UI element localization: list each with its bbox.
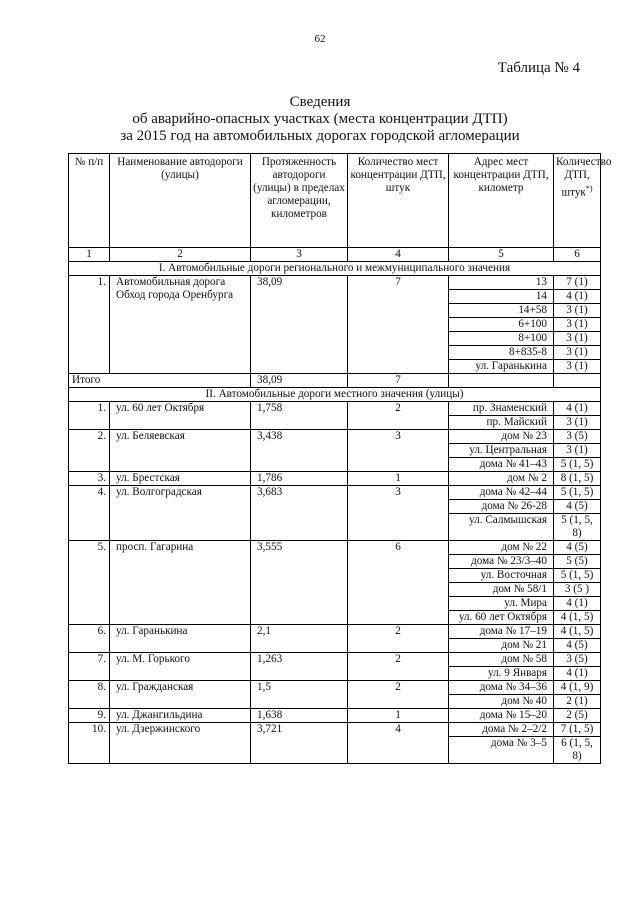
dtp-count: 4 (1): [554, 290, 601, 304]
dtp-count: 4 (1): [554, 667, 601, 681]
site-address: ул. Восточная: [449, 569, 554, 583]
road-length: 1,758: [251, 402, 348, 430]
road-number: 4.: [69, 486, 110, 541]
column-footnote-mark: *): [585, 184, 593, 193]
accident-sites-table: [68, 153, 612, 764]
site-address: 6+100: [449, 318, 554, 332]
site-address: дом № 21: [449, 639, 554, 653]
section-row: [69, 262, 601, 276]
dtp-count: 2 (1): [554, 695, 601, 709]
site-address: дома № 34–36: [449, 681, 554, 695]
site-address: 8+100: [449, 332, 554, 346]
road-name: ул. Дзержинского: [110, 723, 251, 764]
dtp-count: 3 (1): [554, 304, 601, 318]
column-header-length: Протяженность автодороги (улицы) в пределах агломерации, километров: [251, 154, 348, 248]
table-row: [69, 681, 601, 695]
dtp-count: 5 (1, 5): [554, 486, 601, 500]
site-address: ул. Гаранькина: [449, 360, 554, 374]
road-name: ул. Брестская: [110, 472, 251, 486]
road-number: 6.: [69, 625, 110, 653]
column-number: 3: [251, 248, 348, 262]
site-address: дом № 40: [449, 695, 554, 709]
road-name: просп. Гагарина: [110, 541, 251, 625]
total-length: 38,09: [251, 374, 348, 388]
site-address: 14+58: [449, 304, 554, 318]
site-address: дом № 22: [449, 541, 554, 555]
dtp-count: 3 (5 ): [554, 583, 601, 597]
road-name: ул. Гаранькина: [110, 625, 251, 653]
dtp-count: 4 (5): [554, 639, 601, 653]
table-row: [69, 653, 601, 667]
site-count: 2: [348, 625, 449, 653]
dtp-count: 7 (1): [554, 276, 601, 290]
dtp-count: 4 (5): [554, 500, 601, 514]
road-length: 3,438: [251, 430, 348, 472]
table-row: [69, 723, 601, 737]
column-header-dtp-count-label: Количество ДТП, штук: [556, 156, 612, 199]
site-address: 13: [449, 276, 554, 290]
site-address: ул. 9 Января: [449, 667, 554, 681]
road-length: 1,263: [251, 653, 348, 681]
heading-line-2: об аварийно-опасных участках (места концентрации ДТП): [132, 111, 508, 127]
dtp-count: 3 (1): [554, 332, 601, 346]
site-count: 2: [348, 681, 449, 709]
column-header-road-name: Наименование автодороги (улицы): [110, 154, 251, 248]
site-address: дома № 41–43: [449, 458, 554, 472]
road-length: 1,638: [251, 709, 348, 723]
site-address: дома № 26-28: [449, 500, 554, 514]
section-title: II. Автомобильные дороги местного значения (улицы): [69, 388, 601, 402]
site-address: дом № 2: [449, 472, 554, 486]
site-address: пр. Знаменский: [449, 402, 554, 416]
road-number: 5.: [69, 541, 110, 625]
road-length: 3,683: [251, 486, 348, 541]
site-address: дом № 58: [449, 653, 554, 667]
site-address: 8+835-8: [449, 346, 554, 360]
total-label: Итого: [69, 374, 251, 388]
road-name: ул. М. Горького: [110, 653, 251, 681]
dtp-count: 4 (5): [554, 541, 601, 555]
dtp-count: 6 (1, 5, 8): [554, 737, 601, 764]
dtp-count: 4 (1, 9): [554, 681, 601, 695]
total-row: [69, 374, 601, 388]
dtp-count: 4 (1): [554, 597, 601, 611]
site-address: ул. Центральная: [449, 444, 554, 458]
heading-line-1: Сведения: [289, 94, 351, 110]
site-count: 7: [348, 276, 449, 374]
site-count: 6: [348, 541, 449, 625]
site-address: дома № 17–19: [449, 625, 554, 639]
total-empty-cell: [449, 374, 554, 388]
road-number: 3.: [69, 472, 110, 486]
page-number: 62: [314, 33, 326, 45]
dtp-count: 4 (1, 5): [554, 625, 601, 639]
site-address: ул. Мира: [449, 597, 554, 611]
column-header-number: № п/п: [69, 154, 110, 248]
road-number: 1.: [69, 276, 110, 374]
road-name: ул. Беляевская: [110, 430, 251, 472]
site-address: дома № 42–44: [449, 486, 554, 500]
road-number: 8.: [69, 681, 110, 709]
site-count: 1: [348, 472, 449, 486]
road-name: Автомобильная дорога Обход города Оренбурга: [110, 276, 251, 374]
table-row: [69, 541, 601, 555]
site-address: ул. 60 лет Октября: [449, 611, 554, 625]
table-label: Таблица № 4: [497, 60, 580, 76]
road-name: ул. Джангильдина: [110, 709, 251, 723]
site-address: 14: [449, 290, 554, 304]
column-number: 2: [110, 248, 251, 262]
section-row: [69, 388, 601, 402]
road-number: 2.: [69, 430, 110, 472]
dtp-count: 2 (5): [554, 709, 601, 723]
table-row: [69, 472, 601, 486]
column-header-dtp-count: [554, 154, 612, 248]
table-row: [69, 276, 601, 290]
road-name: ул. Волгоградская: [110, 486, 251, 541]
dtp-count: 3 (1): [554, 416, 601, 430]
road-number: 10.: [69, 723, 110, 764]
road-length: 3,721: [251, 723, 348, 764]
dtp-count: 3 (1): [554, 318, 601, 332]
dtp-count: 3 (1): [554, 360, 601, 374]
road-number: 9.: [69, 709, 110, 723]
section-title: I. Автомобильные дороги регионального и межмуниципального значения: [69, 262, 601, 276]
road-length: 38,09: [251, 276, 348, 374]
heading-line-3: за 2015 год на автомобильных дорогах городской агломерации: [120, 128, 520, 144]
header-row: [69, 154, 601, 248]
dtp-count: 4 (1): [554, 402, 601, 416]
site-address: ул. Салмышская: [449, 514, 554, 541]
column-number: 6: [554, 248, 601, 262]
site-address: дома № 3–5: [449, 737, 554, 764]
column-number: 4: [348, 248, 449, 262]
column-header-address: Адрес мест концентрации ДТП, километр: [449, 154, 554, 248]
column-numbers-row: [69, 248, 601, 262]
site-address: дома № 2–2/2: [449, 723, 554, 737]
dtp-count: 3 (5): [554, 653, 601, 667]
road-length: 3,555: [251, 541, 348, 625]
road-name: ул. Гражданская: [110, 681, 251, 709]
column-number: 1: [69, 248, 110, 262]
site-address: дом № 58/1: [449, 583, 554, 597]
site-count: 1: [348, 709, 449, 723]
site-address: дома № 15–20: [449, 709, 554, 723]
dtp-count: 8 (1, 5): [554, 472, 601, 486]
site-count: 3: [348, 430, 449, 472]
road-length: 2,1: [251, 625, 348, 653]
dtp-count: 3 (5): [554, 430, 601, 444]
site-count: 4: [348, 723, 449, 764]
table-row: [69, 402, 601, 416]
road-number: 1.: [69, 402, 110, 430]
column-number: 5: [449, 248, 554, 262]
table-row: [69, 709, 601, 723]
total-empty-cell: [554, 374, 601, 388]
table-row: [69, 486, 601, 500]
road-length: 1,786: [251, 472, 348, 486]
road-number: 7.: [69, 653, 110, 681]
dtp-count: 5 (1, 5): [554, 458, 601, 472]
column-header-site-count: Количество мест концентрации ДТП, штук: [348, 154, 449, 248]
site-count: 2: [348, 402, 449, 430]
dtp-count: 4 (1, 5): [554, 611, 601, 625]
dtp-count: 7 (1, 5): [554, 723, 601, 737]
site-address: дома № 23/3–40: [449, 555, 554, 569]
dtp-count: 3 (1): [554, 346, 601, 360]
dtp-count: 3 (1): [554, 444, 601, 458]
site-count: 3: [348, 486, 449, 541]
dtp-count: 5 (1, 5): [554, 569, 601, 583]
site-count: 2: [348, 653, 449, 681]
dtp-count: 5 (1, 5, 8): [554, 514, 601, 541]
road-name: ул. 60 лет Октября: [110, 402, 251, 430]
total-count: 7: [348, 374, 449, 388]
table-row: [69, 430, 601, 444]
site-address: пр. Майский: [449, 416, 554, 430]
site-address: дом № 23: [449, 430, 554, 444]
dtp-count: 5 (5): [554, 555, 601, 569]
document-heading: [0, 94, 640, 145]
table-row: [69, 625, 601, 639]
road-length: 1,5: [251, 681, 348, 709]
